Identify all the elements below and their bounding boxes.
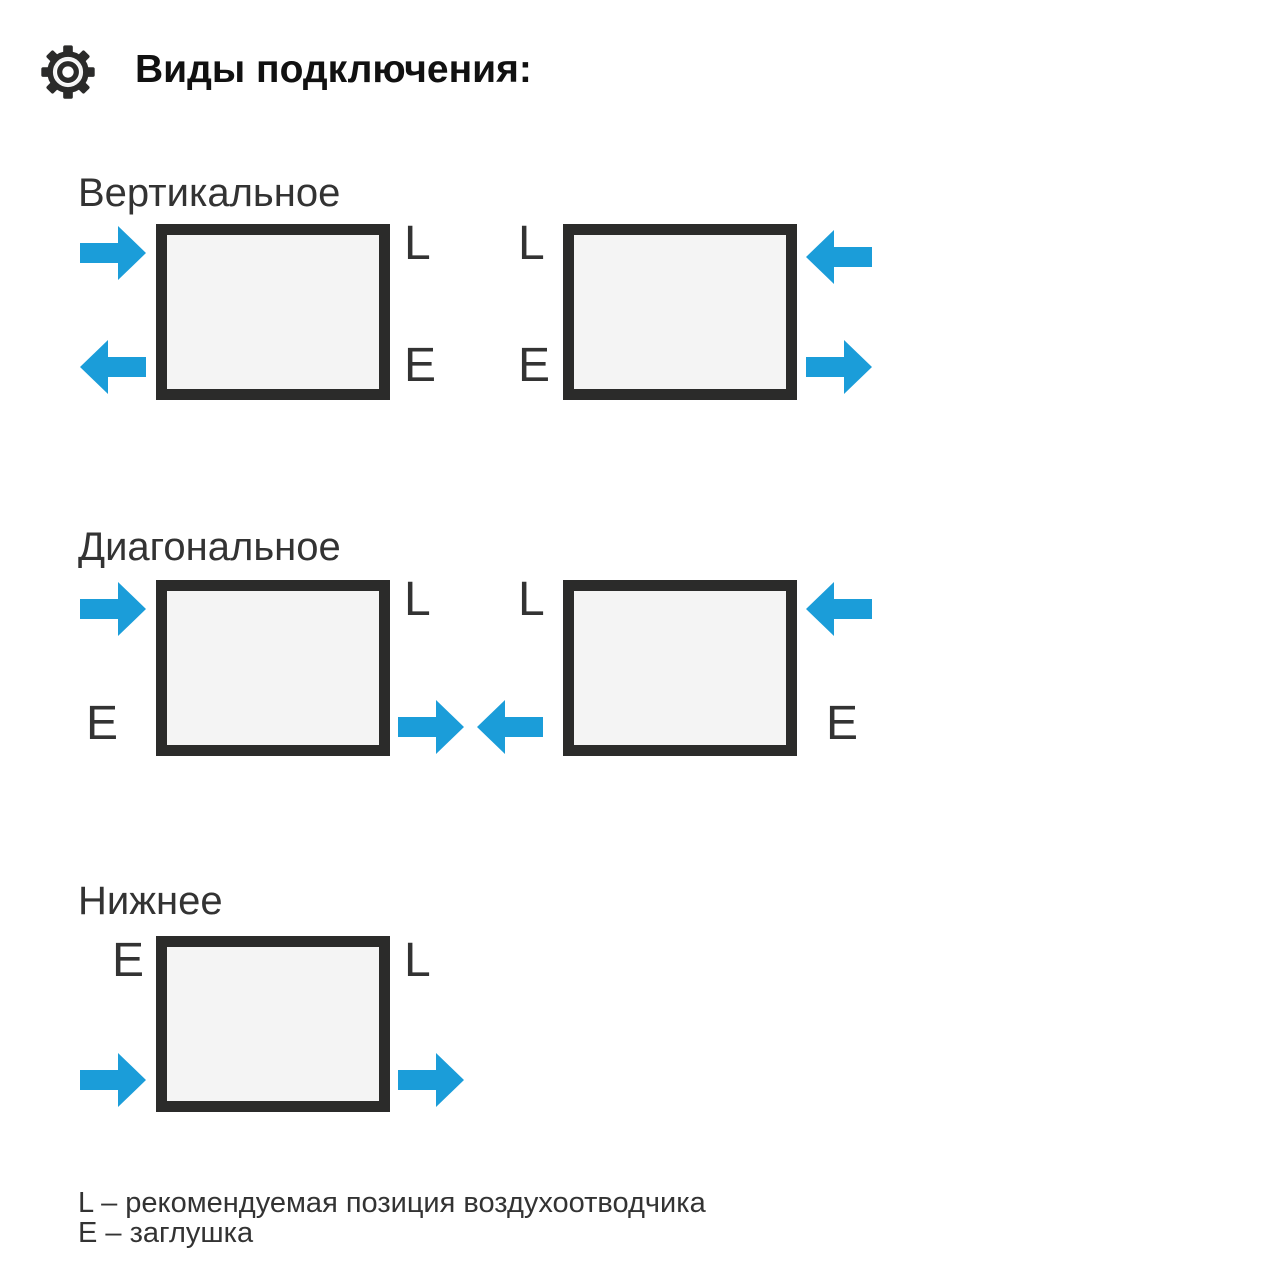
vent-position-label: L bbox=[518, 573, 545, 626]
radiator-body bbox=[156, 936, 390, 1112]
radiator-body bbox=[563, 580, 797, 756]
radiator-body bbox=[156, 224, 390, 400]
radiator-body bbox=[156, 580, 390, 756]
plug-label: E bbox=[404, 339, 437, 392]
section-title-bottom: Нижнее bbox=[78, 879, 223, 923]
plug-label: E bbox=[112, 934, 145, 987]
gear-icon bbox=[40, 44, 96, 100]
inlet-arrow-icon bbox=[80, 226, 146, 280]
plug-label: E bbox=[86, 697, 119, 750]
outlet-arrow-icon bbox=[398, 1053, 464, 1107]
outlet-arrow-icon bbox=[477, 700, 543, 754]
plug-label: E bbox=[826, 697, 859, 750]
inlet-arrow-icon bbox=[80, 1053, 146, 1107]
vent-position-label: L bbox=[518, 217, 545, 270]
radiator-body bbox=[563, 224, 797, 400]
vent-position-label: L bbox=[404, 573, 431, 626]
outlet-arrow-icon bbox=[80, 340, 146, 394]
vent-position-label: L bbox=[404, 934, 431, 987]
inlet-arrow-icon bbox=[806, 230, 872, 284]
inlet-arrow-icon bbox=[80, 582, 146, 636]
outlet-arrow-icon bbox=[806, 340, 872, 394]
page-title: Виды подключения: bbox=[135, 48, 532, 91]
inlet-arrow-icon bbox=[806, 582, 872, 636]
outlet-arrow-icon bbox=[398, 700, 464, 754]
vent-position-label: L bbox=[404, 217, 431, 270]
legend-line-vent: L – рекомендуемая позиция воздухоотводчика bbox=[78, 1187, 706, 1219]
legend-line-plug: E – заглушка bbox=[78, 1217, 254, 1249]
section-title-diagonal: Диагональное bbox=[78, 525, 341, 569]
plug-label: E bbox=[518, 339, 551, 392]
section-title-vertical: Вертикальное bbox=[78, 171, 341, 215]
